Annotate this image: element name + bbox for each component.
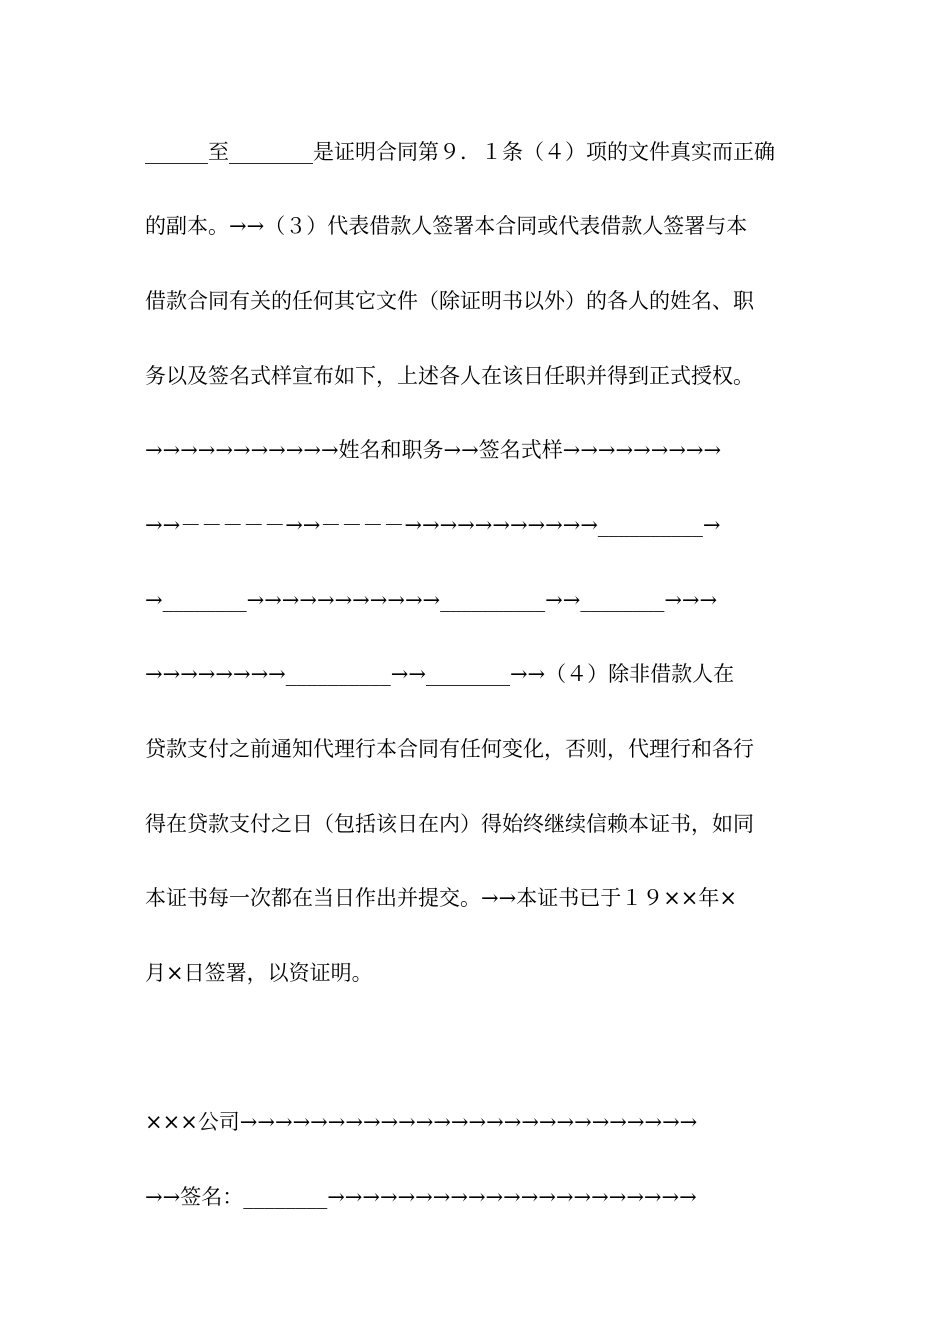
text-line-3: 借款合同有关的任何其它文件（除证明书以外）的各人的姓名、职 [145, 289, 754, 313]
text-line-1: ______至________是证明合同第９．１条（４）项的文件真实而正确 [145, 140, 775, 164]
text-line-9: 贷款支付之前通知代理行本合同有任何变化，否则，代理行和各行 [145, 737, 754, 761]
text-line-11: 本证书每一次都在当日作出并提交。→→本证书已于１９××年× [145, 886, 737, 910]
text-line-10: 得在贷款支付之日（包括该日在内）得始终继续信赖本证书，如同 [145, 812, 754, 836]
company-line: ×××公司→→→→→→→→→→→→→→→→→→→→→→→→→→ [145, 1110, 698, 1134]
text-line-7: →________→→→→→→→→→→→__________→→________→→→ [145, 588, 718, 612]
text-line-6: →→－－－－－→→－－－－→→→→→→→→→→→__________→ [145, 513, 721, 537]
text-line-4: 务以及签名式样宣布如下，上述各人在该日任职并得到正式授权。 [145, 364, 754, 388]
text-line-8: →→→→→→→→__________→→________→→（４）除非借款人在 [145, 662, 735, 686]
text-line-5: →→→→→→→→→→→姓名和职务→→签名式样→→→→→→→→→ [145, 438, 722, 462]
text-line-12: 月×日签署，以资证明。 [145, 961, 373, 985]
text-line-2: 的副本。→→（３）代表借款人签署本合同或代表借款人签署与本 [145, 214, 748, 238]
signature-line: →→签名：________→→→→→→→→→→→→→→→→→→→→→ [145, 1185, 697, 1209]
